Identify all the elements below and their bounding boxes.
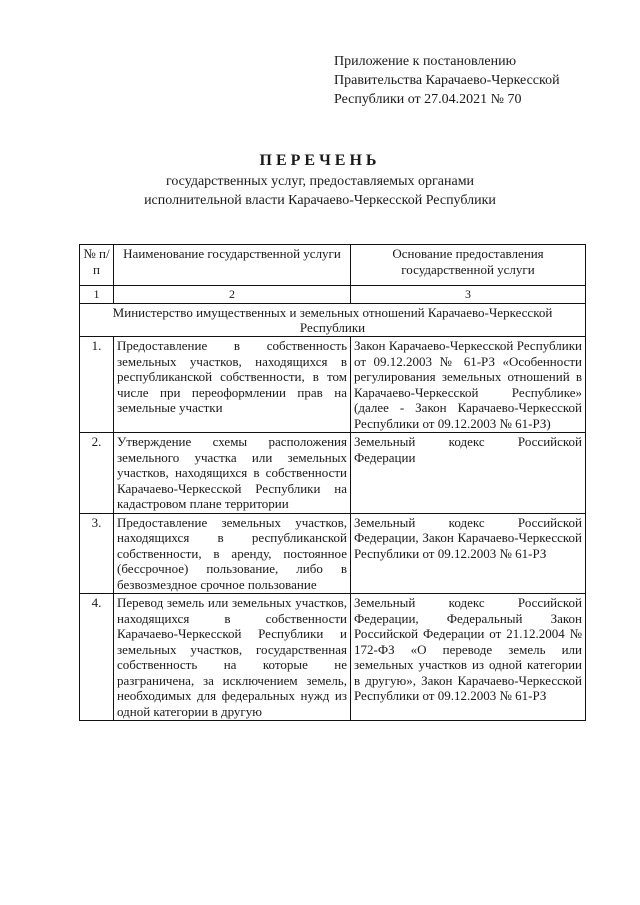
- table-header-row: [80, 245, 586, 286]
- subtitle-line: государственных услуг, предоставляемых органами: [165, 174, 475, 189]
- section-row: [80, 304, 586, 337]
- row-service-name: Утверждение схемы расположения земельного участка или земельных участков, находящихся в собственности Карачаево-Черкесской Республики на кадастровом плане территории: [114, 433, 351, 514]
- row-service-name: Предоставление в собственность земельных участков, находящихся в республиканской собственности, в том числе при переоформлении прав на земельные участки: [114, 337, 351, 433]
- subtitle-line: исполнительной власти Карачаево-Черкесской Республики: [144, 193, 496, 208]
- row-num: 3.: [80, 513, 114, 594]
- column-index: 3: [351, 286, 586, 304]
- table-row: [80, 337, 586, 433]
- table-row: [80, 594, 586, 721]
- appendix-line: Правительства Карачаево-Черкесской: [334, 73, 560, 88]
- row-num: 4.: [80, 594, 114, 721]
- row-basis: Земельный кодекс Российской Федерации, Закон Карачаево-Черкесской Республики от 09.12.2003 № 61-РЗ: [351, 513, 586, 594]
- header-basis: Основание предоставления государственной услуги: [351, 245, 586, 286]
- row-num: 2.: [80, 433, 114, 514]
- document-title: ПЕРЕЧЕНЬ: [259, 152, 381, 169]
- row-basis: Земельный кодекс Российской Федерации, Федеральный Закон Российской Федерации от 21.12.2004 № 172-ФЗ «О переводе земель или земельных участков из одной категории в другую», Закон Карачаево-Черкесской Республики от 09.12.2003 № 61-РЗ: [351, 594, 586, 721]
- appendix-line: Приложение к постановлению: [334, 54, 517, 69]
- column-index-row: [80, 286, 586, 304]
- services-table: [79, 244, 586, 721]
- row-service-name: Перевод земель или земельных участков, находящихся в собственности Карачаево-Черкесской Республики и земельных участков, государственная собственность на которые не разграничена, за исключением земель, необходимых для федеральных нужд из одной категории в другую: [114, 594, 351, 721]
- table-row: [80, 433, 586, 514]
- row-basis: Земельный кодекс Российской Федерации: [351, 433, 586, 514]
- row-num: 1.: [80, 337, 114, 433]
- appendix-line: Республики от 27.04.2021 № 70: [334, 92, 522, 107]
- header-service-name: Наименование государственной услуги: [114, 245, 351, 286]
- table-row: [80, 513, 586, 594]
- appendix-note: [334, 52, 560, 109]
- column-index: 2: [114, 286, 351, 304]
- section-title: Министерство имущественных и земельных отношений Карачаево-Черкесской Республики: [80, 304, 586, 337]
- row-basis: Закон Карачаево-Черкесской Республики от 09.12.2003 № 61-РЗ «Особенности регулирования земельных отношений в Карачаево-Черкесской Республике» (далее - Закон Карачаево-Черкесской Республики от 09.12.2003 № 61-РЗ): [351, 337, 586, 433]
- column-index: 1: [80, 286, 114, 304]
- row-service-name: Предоставление земельных участков, находящихся в республиканской собственности, в аренду, постоянное (бессрочное) пользование, либо в безвозмездное срочное пользование: [114, 513, 351, 594]
- document-subtitle: [0, 172, 640, 210]
- header-num: № п/п: [80, 245, 114, 286]
